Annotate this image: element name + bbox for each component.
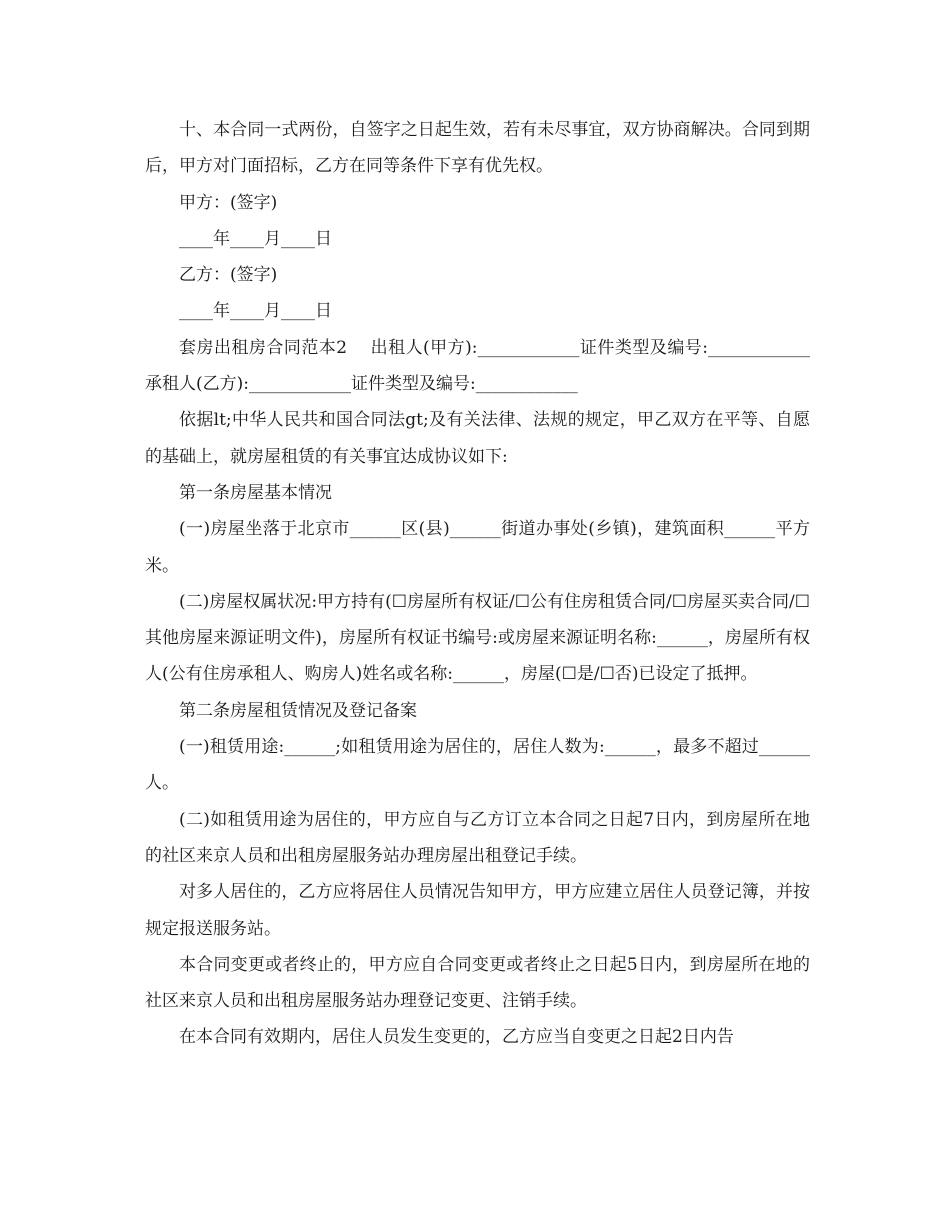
legal-basis-paragraph: 依据lt;中华人民共和国合同法gt;及有关法律、法规的规定，甲乙双方在平等、自愿的基础上，就房屋租赁的有关事宜达成协议如下: [145,410,810,467]
party-a-date-line: ____年____月____日 [179,228,332,249]
document-body [145,112,810,1056]
template-2-header-paragraph: 套房出租房合同范本2 出租人(甲方):____________证件类型及编号:____________承租人(乙方):____________证件类型及编号:____________ [145,337,810,395]
house-location-paragraph: (一)房屋坐落于北京市______区(县)______街道办事处(乡镇)，建筑面积______平方米。 [145,519,810,576]
party-a-signature-label: 甲方：(签字) [179,192,278,213]
resident-change-paragraph: 在本合同有效期内，居住人员发生变更的，乙方应当自变更之日起2日内告 [179,1027,734,1048]
ownership-status-paragraph: (二)房屋权属状况:甲方持有(☐房屋所有权证/☐公有住房租赁合同/☐房屋买卖合同/☐其他房屋来源证明文件)，房屋所有权证书编号:或房屋来源证明名称:______，房屋所有权人(公有住房承租人、购房人)姓名或名称:______，房屋(☐是/☐否)已设定了抵押。 [145,591,810,685]
clause-ten-paragraph: 十、本合同一式两份，自签字之日起生效，若有未尽事宜，双方协商解决。合同到期后，甲方对门面招标，乙方在同等条件下享有优先权。 [145,120,810,177]
lease-purpose-paragraph: (一)租赁用途:______;如租赁用途为居住的，居住人数为:______，最多不超过______人。 [145,737,810,794]
article-two-heading: 第二条房屋租赁情况及登记备案 [179,700,417,721]
multiple-residents-paragraph: 对多人居住的，乙方应将居住人员情况告知甲方，甲方应建立居住人员登记簿，并按规定报送服务站。 [145,882,810,939]
contract-change-paragraph: 本合同变更或者终止的，甲方应自合同变更或者终止之日起5日内，到房屋所在地的社区来京人员和出租房屋服务站办理登记变更、注销手续。 [145,954,810,1012]
party-b-date-line: ____年____月____日 [179,301,332,322]
party-b-signature-label: 乙方：(签字) [179,265,278,286]
registration-paragraph: (二)如租赁用途为居住的，甲方应自与乙方订立本合同之日起7日内，到房屋所在地的社区来京人员和出租房屋服务站办理房屋出租登记手续。 [145,809,810,866]
article-one-heading: 第一条房屋基本情况 [179,482,332,503]
